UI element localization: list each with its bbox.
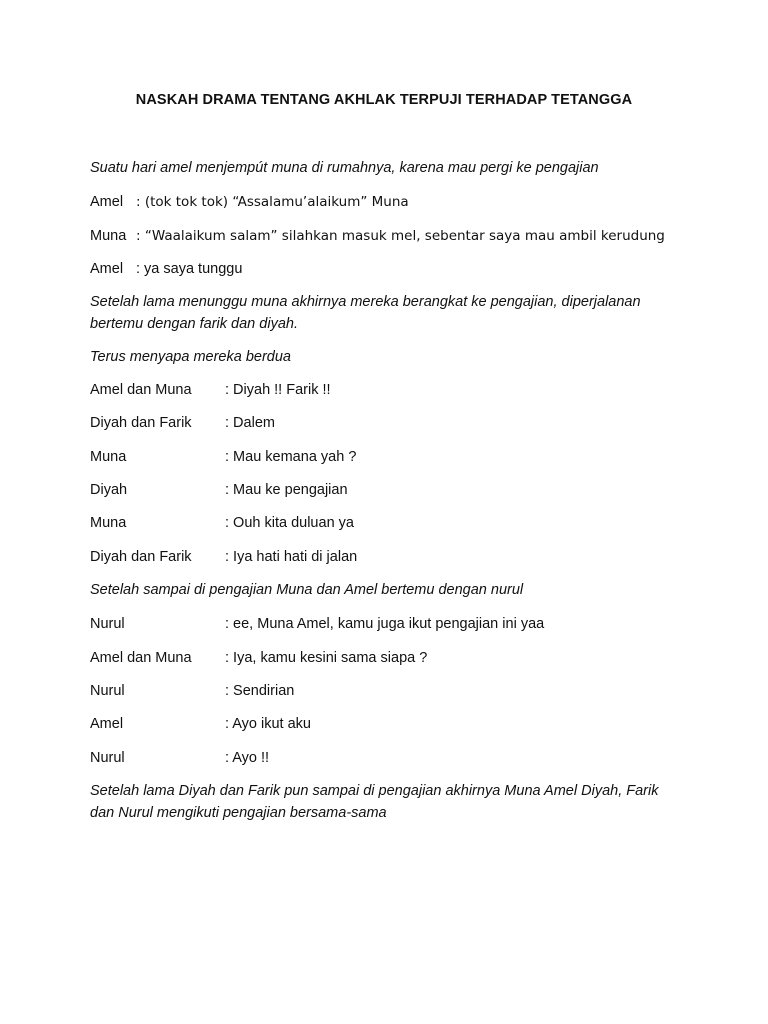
dialog-text: : “Waalaikum salam” silahkan masuk mel, sebentar saya mau ambil kerudung <box>136 228 665 244</box>
speaker-name: Muna <box>90 449 127 465</box>
dialog-text: : Mau kemana yah ? <box>225 449 357 465</box>
document-title: NASKAH DRAMA TENTANG AKHLAK TERPUJI TERHADAP TETANGGA <box>135 92 633 108</box>
dialog-text: : Iya, kamu kesini sama siapa ? <box>225 650 428 666</box>
narration-paragraph: Setelah lama menunggu muna akhirnya mereka berangkat ke pengajian, diperjalanan bertemu dengan farik dan diyah. <box>90 294 641 332</box>
narration-line: Terus menyapa mereka berdua <box>90 349 291 365</box>
dialog-line <box>90 225 665 247</box>
speaker-name: Amel <box>90 261 124 277</box>
speaker-name: Amel dan Muna <box>90 382 192 398</box>
speaker-name: Diyah dan Farik <box>90 415 192 431</box>
narration-line: Setelah sampai di pengajian Muna dan Amel bertemu dengan nurul <box>90 582 524 598</box>
dialog-text: : Diyah !! Farik !! <box>225 382 331 398</box>
dialog-text: : (tok tok tok) “Assalamu’alaikum” Muna <box>136 194 409 210</box>
dialog-line <box>90 258 242 280</box>
speaker-name: Nurul <box>90 616 125 632</box>
speaker-name: Nurul <box>90 683 125 699</box>
dialog-text: : Ouh kita duluan ya <box>225 515 354 531</box>
dialog-text: : Dalem <box>225 415 275 431</box>
closing-paragraph: Setelah lama Diyah dan Farik pun sampai di pengajian akhirnya Muna Amel Diyah, Farik dan Nurul mengikuti pengajian bersama-sama <box>90 783 659 821</box>
dialog-text: : ya saya tunggu <box>136 261 243 277</box>
speaker-name: Amel <box>90 194 124 210</box>
speaker-name: Diyah <box>90 482 128 498</box>
speaker-name: Diyah dan Farik <box>90 549 192 565</box>
dialog-text: : ee, Muna Amel, kamu juga ikut pengajian ini yaa <box>225 616 545 632</box>
dialog-text: : Ayo ikut aku <box>225 716 311 732</box>
speaker-name: Amel <box>90 716 124 732</box>
speaker-name: Nurul <box>90 750 125 766</box>
intro-narration: Suatu hari amel menjempút muna di rumahnya, karena mau pergi ke pengajian <box>90 160 599 176</box>
speaker-name: Amel dan Muna <box>90 650 192 666</box>
speaker-name: Muna <box>90 228 127 244</box>
speaker-name: Muna <box>90 515 127 531</box>
dialog-text: : Ayo !! <box>225 750 270 766</box>
dialog-line <box>90 191 409 213</box>
dialog-text: : Sendirian <box>225 683 295 699</box>
dialog-text: : Iya hati hati di jalan <box>225 549 358 565</box>
dialog-text: : Mau ke pengajian <box>225 482 348 498</box>
